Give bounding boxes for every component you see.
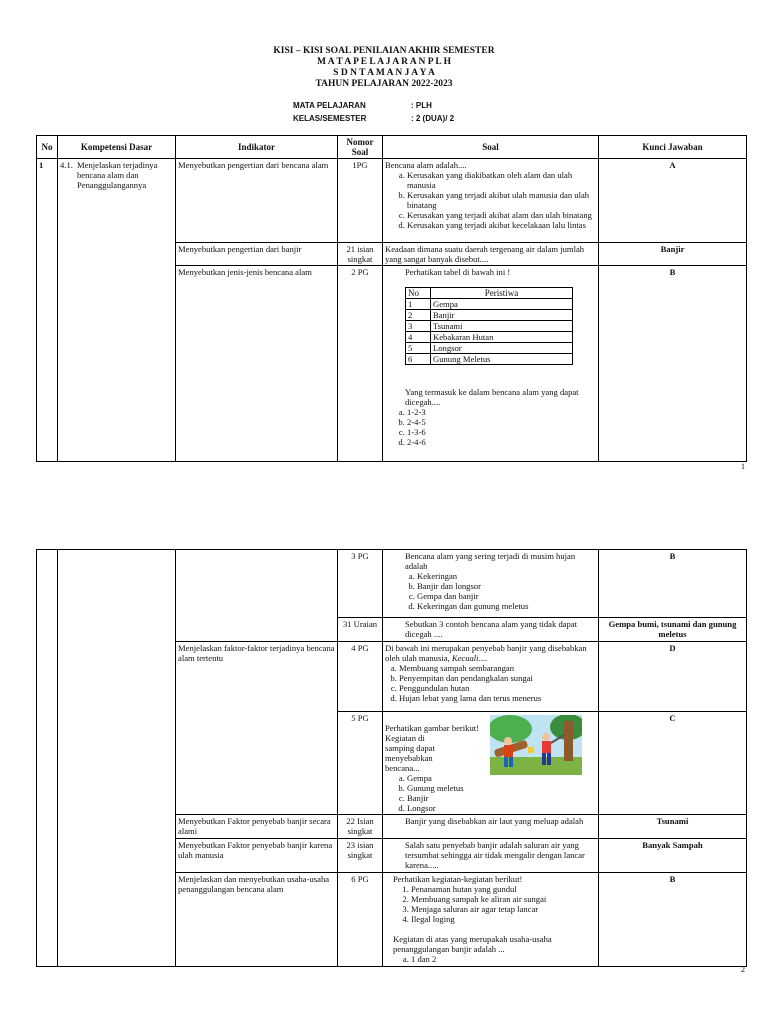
col-soal: Soal	[383, 136, 599, 159]
question-text	[385, 643, 596, 663]
nomor-soal-cell: 22 Isian singkat	[338, 815, 383, 839]
option-b: b. 2-4-5	[407, 417, 596, 427]
options-list	[385, 773, 596, 813]
table-header-row	[37, 136, 747, 159]
people-cutting-tree-illustration	[490, 715, 582, 775]
table-row	[37, 550, 747, 618]
inner-cell-peristiwa: Banjir	[431, 310, 573, 321]
inner-cell-no: 2	[406, 310, 431, 321]
soal-cell: Salah satu penyebab banjir adalah saluran air yang tersumbat sehingga air tidak mengalir dengan lancar karena.....	[383, 839, 599, 873]
inner-row	[406, 310, 573, 321]
indikator-cell: Menjelaskan faktor-faktor terjadinya bencana alam tertentu	[176, 642, 338, 815]
tree-cutting-image	[490, 715, 582, 775]
option-c: c. Banjir	[407, 793, 596, 803]
nomor-soal-cell: 4 PG	[338, 642, 383, 712]
question-text: Perhatikan gambar berikut!	[385, 723, 480, 733]
kunci-cell: A	[599, 159, 747, 243]
option-c: c. 1-3-6	[407, 427, 596, 437]
option-a: a. 1 dan 2	[411, 954, 596, 964]
indikator-cell: Menjelaskan dan menyebutkan usaha-usaha penanggulangan bencana alam	[176, 873, 338, 967]
question-text: Bencana alam adalah....	[385, 160, 467, 170]
kunci-cell: Banyak Sampah	[599, 839, 747, 873]
question-italic: Kecuali	[451, 653, 479, 663]
kisi-table-page1	[36, 135, 747, 462]
options-list	[393, 954, 596, 964]
question-text: Bencana alam yang sering terjadi di musim hujan adalah	[405, 551, 576, 571]
soal-cell	[383, 712, 599, 815]
indikator-cell: Menyebutkan jenis-jenis bencana alam	[176, 266, 338, 462]
question-text: Perhatikan tabel di bawah ini !	[405, 267, 511, 277]
col-nomor-soal: Nomor Soal	[338, 136, 383, 159]
soal-cell: Keadaan dimana suatu daerah tergenang air dalam jumlah yang sangat banyak disebut....	[383, 243, 599, 266]
inner-cell-no: 3	[406, 321, 431, 332]
option-b: b. Penyempitan dan pendangkalan sungai	[399, 673, 596, 683]
question-text-2: Yang termasuk ke dalam bencana alam yang dapat dicegah....	[405, 387, 579, 407]
doc-title-1: KISI – KISI SOAL PENILAIAN AKHIR SEMESTER	[273, 46, 495, 56]
inner-col-no: No	[406, 288, 431, 299]
row-no: 1	[37, 159, 58, 462]
inner-cell-no: 1	[406, 299, 431, 310]
option-d: d. Kekeringan dan gunung meletus	[417, 601, 596, 611]
question-text-2: Kegiatan di atas yang merupakah usaha-usaha penanggulangan banjir adalah ...	[393, 934, 552, 954]
inner-cell-no: 6	[406, 354, 431, 365]
option-c: c. Gempa dan banjir	[417, 591, 596, 601]
soal-cell	[383, 550, 599, 618]
meta-subject-value: : PLH	[411, 101, 432, 110]
meta-class-value: : 2 (DUA)/ 2	[411, 114, 455, 123]
option-c: c. Penggundulan hutan	[399, 683, 596, 693]
nomor-soal-cell: 3 PG	[338, 550, 383, 618]
meta-subject	[293, 101, 432, 110]
doc-title-2: M A T A P E L A J A R A N P L H	[316, 57, 452, 67]
option-a: a. Kekeringan	[417, 571, 596, 581]
option-c: c. Kerusakan yang terjadi akibat alam dan ulah binatang	[407, 210, 596, 220]
kunci-cell: B	[599, 550, 747, 618]
inner-col-peristiwa: Peristiwa	[431, 288, 573, 299]
col-kompetensi: Kompetensi Dasar	[58, 136, 176, 159]
peristiwa-table	[405, 287, 573, 365]
kunci-cell: B	[599, 873, 747, 967]
soal-cell: Sebutkan 3 contoh bencana alam yang tidak dapat dicegah ....	[383, 618, 599, 642]
col-indikator: Indikator	[176, 136, 338, 159]
option-a: a. 1-2-3	[407, 407, 596, 417]
page-number-1: 1	[741, 462, 745, 471]
col-no: No	[37, 136, 58, 159]
inner-cell-peristiwa: Longsor	[431, 343, 573, 354]
activity-item: 2. Membuang sampah ke aliran air sungai	[411, 894, 596, 904]
activity-item: 3. Menjaga saluran air agar tetap lancar	[411, 904, 596, 914]
meta-subject-label: MATA PELAJARAN	[293, 101, 366, 110]
inner-row	[406, 343, 573, 354]
soal-cell	[383, 642, 599, 712]
nomor-soal-cell: 21 isian singkat	[338, 243, 383, 266]
option-d: d. Kerusakan yang terjadi akibat kecelakaan lalu lintas	[407, 220, 596, 230]
options-list	[385, 571, 596, 611]
soal-cell: Banjir yang disebabkan air laut yang meluap adalah	[383, 815, 599, 839]
option-a: a. Kerusakan yang diakibatkan oleh alam dan ulah manusia	[407, 170, 596, 190]
inner-cell-peristiwa: Gempa	[431, 299, 573, 310]
meta-class	[293, 114, 454, 123]
nomor-soal-cell: 5 PG	[338, 712, 383, 815]
inner-cell-no: 5	[406, 343, 431, 354]
kunci-cell: Tsunami	[599, 815, 747, 839]
col-kunci: Kunci Jawaban	[599, 136, 747, 159]
nomor-soal-cell: 23 isian singkat	[338, 839, 383, 873]
kunci-cell: C	[599, 712, 747, 815]
nomor-soal-cell: 6 PG	[338, 873, 383, 967]
options-list	[385, 170, 596, 230]
indikator-cell: Menyebutkan Faktor penyebab banjir karena ulah manusia	[176, 839, 338, 873]
option-a: a. Gempa	[407, 773, 596, 783]
question-text-2: Kegiatan di samping dapat menyebabkan bencana...	[385, 733, 435, 773]
doc-title-3: S D N T A M A N J A Y A	[333, 68, 435, 78]
kunci-cell: D	[599, 642, 747, 712]
option-a: a. Membuang sampah sembarangan	[399, 663, 596, 673]
inner-cell-peristiwa: Gunung Meletus	[431, 354, 573, 365]
activity-list	[393, 884, 596, 924]
option-b: b. Banjir dan longsor	[417, 581, 596, 591]
inner-row	[406, 354, 573, 365]
nomor-soal-cell: 31 Uraian	[338, 618, 383, 642]
question-text: Perhatikan kegiatan-kegiatan berikut!	[393, 874, 523, 884]
kd-text: Menjelaskan terjadinya bencana alam dan Penanggulangannya	[77, 160, 158, 190]
option-b: b. Gunung meletus	[407, 783, 596, 793]
option-d: d. Longsor	[407, 803, 596, 813]
indikator-cell: Menyebutkan pengertian dari banjir	[176, 243, 338, 266]
inner-row	[406, 299, 573, 310]
soal-cell	[383, 873, 599, 967]
nomor-soal-cell: 1PG	[338, 159, 383, 243]
inner-row	[406, 332, 573, 343]
kunci-cell: B	[599, 266, 747, 462]
indikator-cell	[176, 550, 338, 642]
doc-title-4: TAHUN PELAJARAN 2022-2023	[315, 79, 453, 89]
page-number-2: 2	[741, 965, 745, 974]
kompetensi-dasar	[58, 159, 176, 462]
question-main: Di bawah ini merupakan penyebab banjir yang disebabkan oleh ulah manusia,	[385, 643, 587, 663]
kompetensi-empty	[58, 550, 176, 967]
option-d: d. Hujan lebat yang lama dan terus menerus	[399, 693, 596, 703]
row-no-empty	[37, 550, 58, 967]
kisi-table-page2	[36, 549, 747, 967]
soal-cell	[383, 159, 599, 243]
indikator-cell: Menyebutkan pengertian dari bencana alam	[176, 159, 338, 243]
kunci-cell: Gempa bumi, tsunami dan gunung meletus	[599, 618, 747, 642]
table-row	[37, 159, 747, 243]
meta-class-label: KELAS/SEMESTER	[293, 114, 367, 123]
indikator-cell: Menyebutkan Faktor penyebab banjir secara alami	[176, 815, 338, 839]
inner-cell-peristiwa: Kebakaran Hutan	[431, 332, 573, 343]
soal-cell	[383, 266, 599, 462]
inner-cell-no: 4	[406, 332, 431, 343]
option-d: d. 2-4-6	[407, 437, 596, 447]
question-end: ....	[478, 653, 488, 663]
option-b: b. Kerusakan yang terjadi akibat ulah manusia dan ulah binatang	[407, 190, 596, 210]
options-list	[385, 407, 596, 447]
inner-row	[406, 321, 573, 332]
kunci-cell: Banjir	[599, 243, 747, 266]
kd-number: 4.1.	[60, 160, 73, 170]
inner-cell-peristiwa: Tsunami	[431, 321, 573, 332]
activity-item: 4. Ilegal loging	[411, 914, 596, 924]
nomor-soal-cell: 2 PG	[338, 266, 383, 462]
activity-item: 1. Penanaman hutan yang gundul	[411, 884, 596, 894]
options-list	[385, 663, 596, 703]
